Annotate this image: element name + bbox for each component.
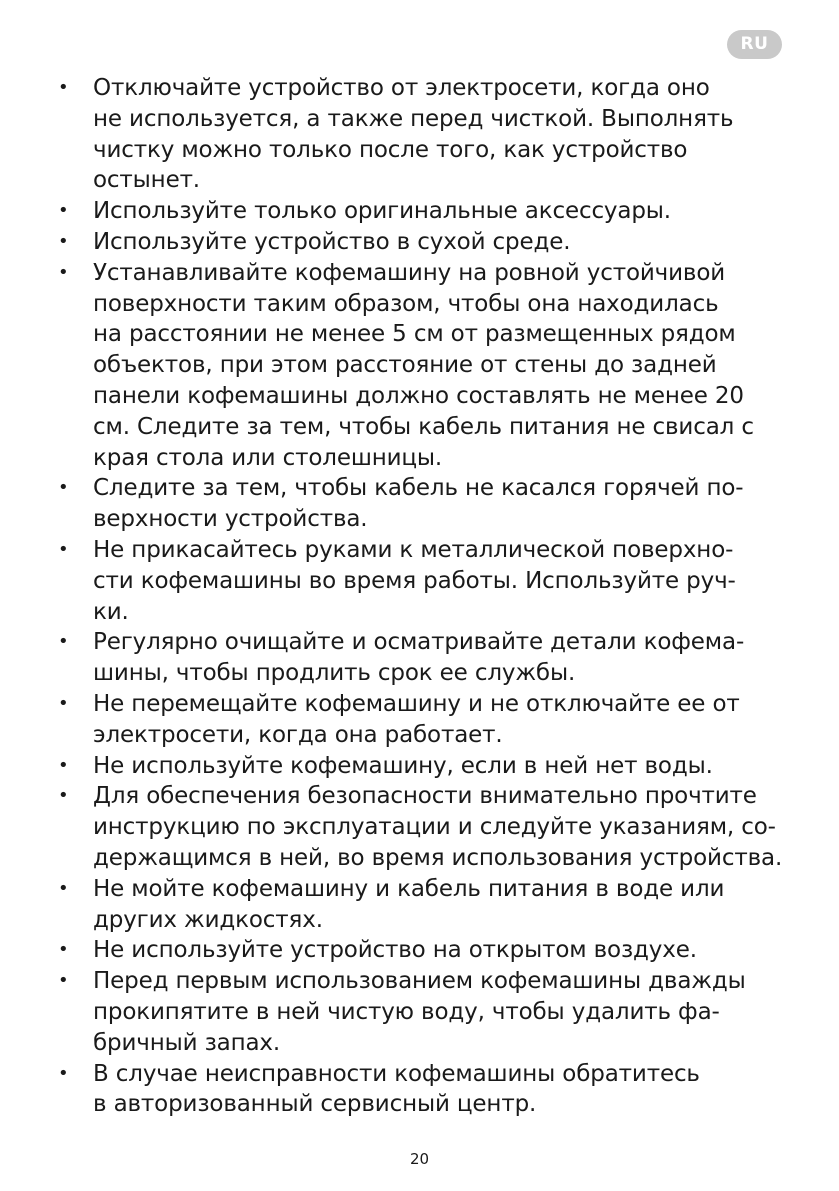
list-item <box>58 689 793 751</box>
list-item <box>58 227 793 258</box>
list-item-text: Не мойте кофемашину и кабель питания в воде или других жидкостях. <box>93 875 725 933</box>
list-item <box>58 627 793 689</box>
bullet-icon: • <box>58 877 69 899</box>
bullet-icon: • <box>58 785 69 807</box>
list-item-text: Используйте устройство в сухой среде. <box>93 228 571 255</box>
list-item-text: Перед первым использованием кофемашины дважды прокипятите в ней чистую воду, чтобы удалить фа- бричный запах. <box>93 968 746 1056</box>
list-item <box>58 781 793 873</box>
bullet-icon: • <box>58 261 69 283</box>
list-item <box>58 196 793 227</box>
bullet-icon: • <box>58 200 69 222</box>
bullet-icon: • <box>58 1062 69 1084</box>
language-badge: RU <box>727 30 782 59</box>
bullet-icon: • <box>58 939 69 961</box>
bullet-icon: • <box>58 538 69 560</box>
list-item-text: В случае неисправности кофемашины обратитесь в авторизованный сервисный центр. <box>93 1060 700 1118</box>
bullet-icon: • <box>58 970 69 992</box>
list-item <box>58 1059 793 1121</box>
list-item-text: Используйте только оригинальные аксессуары. <box>93 198 671 225</box>
bullet-icon: • <box>58 692 69 714</box>
list-item-text: Не используйте устройство на открытом воздухе. <box>93 937 697 964</box>
list-item-text: Отключайте устройство от электросети, когда оно не используется, а также перед чисткой. Выполнять чистку можно только после того, как устройство остынет. <box>93 75 734 194</box>
list-item <box>58 473 793 535</box>
list-item-text: Не перемещайте кофемашину и не отключайте ее от электросети, когда она работает. <box>93 690 740 748</box>
bullet-icon: • <box>58 754 69 776</box>
list-item <box>58 751 793 782</box>
bullet-icon: • <box>58 77 69 98</box>
list-item <box>58 935 793 966</box>
list-item <box>58 258 793 474</box>
list-item-text: Регулярно очищайте и осматривайте детали кофема- шины, чтобы продлить срок ее службы. <box>93 629 745 687</box>
list-item-text: Следите за тем, чтобы кабель не касался горячей по- верхности устройства. <box>93 475 744 533</box>
list-item <box>58 966 793 1058</box>
list-item-text: Устанавливайте кофемашину на ровной устойчивой поверхности таким образом, чтобы она находилась на расстоянии не менее 5 см от размещенных рядом объектов, при этом расстояние от стены до задней панели кофемашины должно составлять не менее 20 см. Следите за тем, чтобы кабель питания не свисал с края стола или столешницы. <box>93 259 754 471</box>
list-item-text: Для обеспечения безопасности внимательно прочтите инструкцию по эксплуатации и следуйте указаниям, со- держащимся в ней, во время использования устройства. <box>93 783 783 871</box>
list-item <box>58 535 793 627</box>
bullet-icon: • <box>58 230 69 252</box>
list-item <box>58 73 793 196</box>
list-item-text: Не прикасайтесь руками к металлической поверхно- сти кофемашины во время работы. Используйте руч- ки. <box>93 536 736 625</box>
page-number: 20 <box>409 1150 430 1168</box>
bullet-icon: • <box>58 477 69 499</box>
safety-instructions-list <box>58 73 793 1120</box>
list-item <box>58 874 793 936</box>
bullet-icon: • <box>58 631 69 653</box>
list-item-text: Не используйте кофемашину, если в ней нет воды. <box>93 752 713 779</box>
